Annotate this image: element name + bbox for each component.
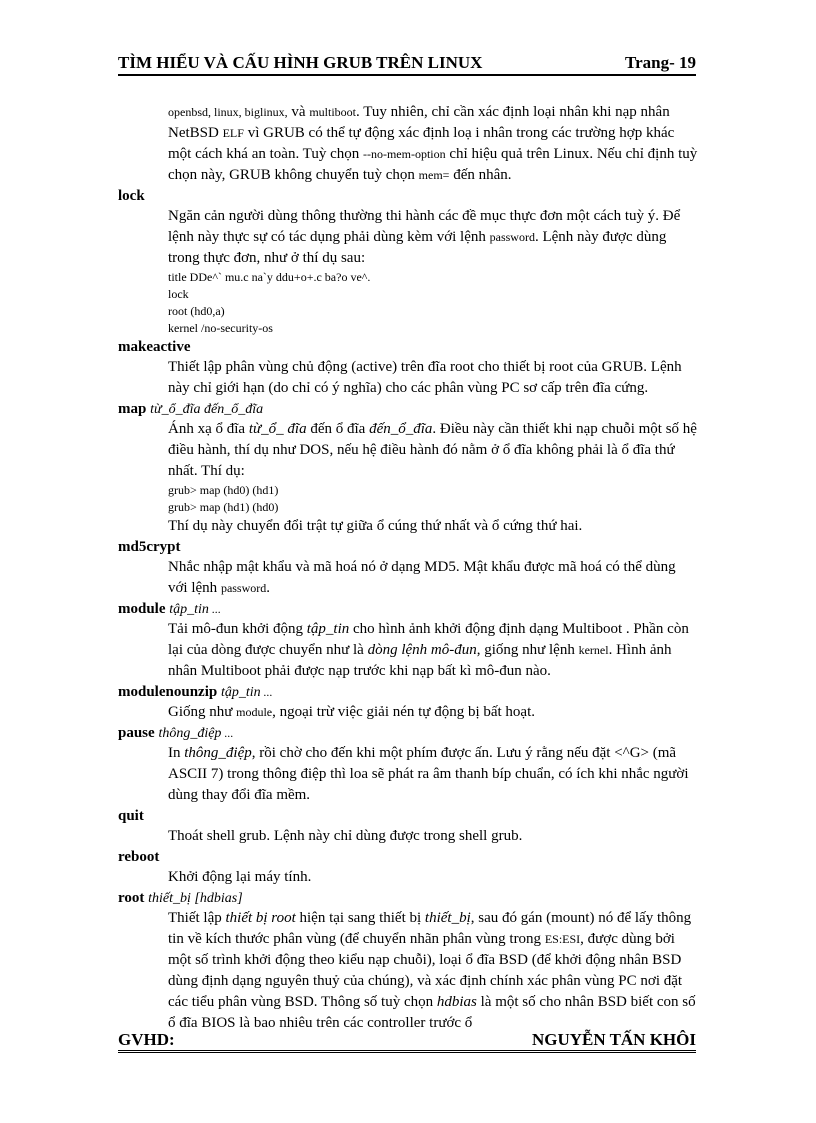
lock-code-line: title DDe^` mu.c na`y ddu+o+.c ba?o ve^. [168, 270, 371, 284]
root-text-5: là một số cho nhân BSD biết con số ổ đĩa BIOS là bao nhiêu trên các controller trước ổ [168, 994, 696, 1031]
intro-text-5: đến nhân. [449, 167, 512, 183]
intro-text-4: chỉ hiệu quả trên Linux. Nếu chỉ định tuỳ chọn này, GRUB không chuyển tuỳ chọn [168, 146, 698, 183]
command-module [118, 599, 698, 619]
root-description [168, 908, 698, 1034]
command-md5crypt: md5crypt [118, 539, 181, 555]
intro-small-4: --no-mem-option [362, 147, 446, 161]
root-text-2: hiện tại sang thiết bị [295, 910, 425, 926]
lock-code-line: kernel /no-security-os [168, 321, 273, 335]
module-term: module [118, 601, 166, 617]
root-text-3: , sau đó gán (mount) nó để lấy thông tin về kích thước phân vùng (để chuyển nhãn phân vùng trong [168, 910, 692, 947]
command-lock: lock [118, 188, 145, 204]
lock-text-2: . Lệnh này được dùng trong thực đơn, như ở thí dụ sau: [168, 229, 667, 266]
lock-description [168, 206, 698, 269]
root-small-1: ES:ESI [544, 932, 581, 946]
reboot-description: Khởi động lại máy tính. [168, 869, 312, 885]
md5crypt-description [168, 557, 698, 599]
command-modulenounzip [118, 682, 698, 702]
root-text-4: , được dùng bởi một số trình khởi động theo kiểu nạp chuỗi), loại ổ đĩa BSD (để khởi động nhân BSD dùng định dạng nguyên thuỷ của chúng), và xác định chính xác phân vùng PC nơi đặt các tiểu phân vùng BSD. Thông số tuỳ chọn [168, 931, 683, 1010]
map-text-2: đến ổ đĩa [306, 421, 370, 437]
module-italic-2: dòng lệnh mô-đun [367, 642, 477, 658]
root-text-1: Thiết lập [168, 910, 226, 926]
command-pause [118, 723, 698, 743]
quit-description: Thoát shell grub. Lệnh này chỉ dùng được trong shell grub. [168, 828, 523, 844]
modulenounzip-dots: ... [260, 685, 273, 699]
pause-description [168, 743, 698, 806]
intro-small-1: openbsd, linux, biglinux, [168, 105, 288, 119]
root-italic-2: thiết_bị [424, 910, 471, 926]
modulenounzip-term: modulenounzip [118, 684, 218, 700]
pause-dots: ... [221, 726, 234, 740]
command-quit: quit [118, 808, 144, 824]
lock-code-line: lock [168, 287, 189, 301]
intro-paragraph [168, 102, 698, 186]
footer-advisor-label: GVHD: [118, 1030, 175, 1049]
module-text-3: , giống như lệnh [476, 642, 579, 658]
module-dots: ... [208, 602, 221, 616]
modulenounzip-text-2: , ngoại trừ việc giải nén tự động bị bất hoạt. [272, 704, 536, 720]
root-term: root [118, 890, 145, 906]
page-content [118, 102, 698, 1034]
modulenounzip-argument: tập_tin [220, 685, 261, 700]
pause-term: pause [118, 725, 155, 741]
map-code-line: grub> map (hd1) (hd0) [168, 500, 279, 514]
intro-text-2: . Tuy nhiên, chỉ cần xác định loại nhân khi nạp nhân NetBSD [168, 104, 670, 141]
modulenounzip-text-1: Giống như [168, 704, 237, 720]
md5crypt-text-1: Nhắc nhập mật khẩu và mã hoá nó ở dạng MD5. Mật khẩu được mã hoá có thể dùng với lệnh [168, 559, 676, 596]
md5crypt-text-2: . [266, 580, 271, 596]
module-argument: tập_tin [169, 602, 209, 617]
intro-small-2: multiboot [309, 105, 357, 119]
map-description [168, 419, 698, 482]
map-italic-1: từ_ổ_ đĩa [248, 421, 307, 437]
module-description [168, 619, 698, 682]
command-map [118, 399, 698, 419]
intro-small-5: mem= [418, 168, 450, 182]
module-text-4: . Hình ảnh nhân Multiboot phải được nạp trước khi nạp bất kì mô-đun nào. [168, 642, 672, 679]
lock-text-1: Ngăn cản người dùng thông thường thi hành các đề mục thực đơn một cách tuỳ ý. Để lệnh này thực sự có tác dụng phải dùng kèm với lệnh [168, 208, 681, 245]
pause-text-2: , rồi chờ cho đến khi một phím được ấn. Lưu ý rằng nếu đặt <^G> (mã ASCII 7) trong thông điệp thì loa sẽ phát ra âm thanh bíp chuẩn, có ích khi nhắc người dùng thay đổi đĩa mềm. [168, 745, 689, 803]
footer-author-name: NGUYỄN TẤN KHÔI [531, 1030, 696, 1049]
command-root [118, 888, 698, 908]
intro-text-1: và [287, 104, 310, 120]
map-text-3: . Điều này cần thiết khi nạp chuỗi một số hệ điều hành, thí dụ như DOS, nếu hệ điều hành đó nằm ở ổ đĩa không phải là ổ đĩa thứ nhất. Thí dụ: [168, 421, 697, 479]
map-term: map [118, 401, 147, 417]
document-title: TÌM HIỂU VÀ CẤU HÌNH GRUB TRÊN LINUX [118, 53, 483, 72]
map-argument: từ_ổ_đĩa đến_ổ_đĩa [150, 402, 264, 417]
intro-small-3: ELF [222, 126, 244, 140]
modulenounzip-small-1: module [236, 705, 273, 719]
map-text-1: Ánh xạ ổ đĩa [168, 421, 249, 437]
md5crypt-small-1: password [220, 581, 267, 595]
module-text-2: cho hình ảnh khởi động định dạng Multiboot . Phần còn lại của dòng được chuyển như là [168, 621, 689, 658]
page-header [118, 52, 696, 76]
root-argument: thiết_bị [hdbias] [148, 891, 243, 906]
pause-argument: thông_điệp [158, 726, 222, 741]
module-text-1: Tải mô-đun khởi động [168, 621, 307, 637]
lock-code-line: root (hd0,a) [168, 304, 225, 318]
page-number: Trang- 19 [625, 53, 696, 72]
pause-text-1: In [168, 745, 185, 761]
makeactive-description: Thiết lập phân vùng chủ động (active) trên đĩa root cho thiết bị root của GRUB. Lệnh này chỉ giới hạn (do chỉ có ý nghĩa) cho các phân vùng PC sơ cấp trên đĩa cứng. [168, 359, 682, 396]
command-makeactive: makeactive [118, 339, 191, 355]
root-italic-1: thiết bị root [225, 910, 296, 926]
map-italic-2: đến_ổ_đĩa [369, 421, 433, 437]
modulenounzip-description [168, 702, 698, 723]
intro-text-3: vì GRUB có thể tự động xác định loạ i nhân trong các trường hợp khác một cách khá an toàn. Tuỳ chọn [168, 125, 675, 162]
lock-small-1: password [489, 230, 535, 244]
module-small-1: kernel [578, 643, 609, 657]
command-reboot: reboot [118, 849, 160, 865]
module-italic-1: tập_tin [306, 621, 350, 637]
root-italic-3: hdbias [436, 994, 477, 1010]
map-code-line: grub> map (hd0) (hd1) [168, 483, 279, 497]
pause-italic-1: thông_điệp [184, 745, 252, 761]
page-footer [118, 1030, 696, 1053]
map-note: Thí dụ này chuyển đổi trật tự giữa ổ cúng thứ nhất và ổ cứng thứ hai. [168, 518, 583, 534]
